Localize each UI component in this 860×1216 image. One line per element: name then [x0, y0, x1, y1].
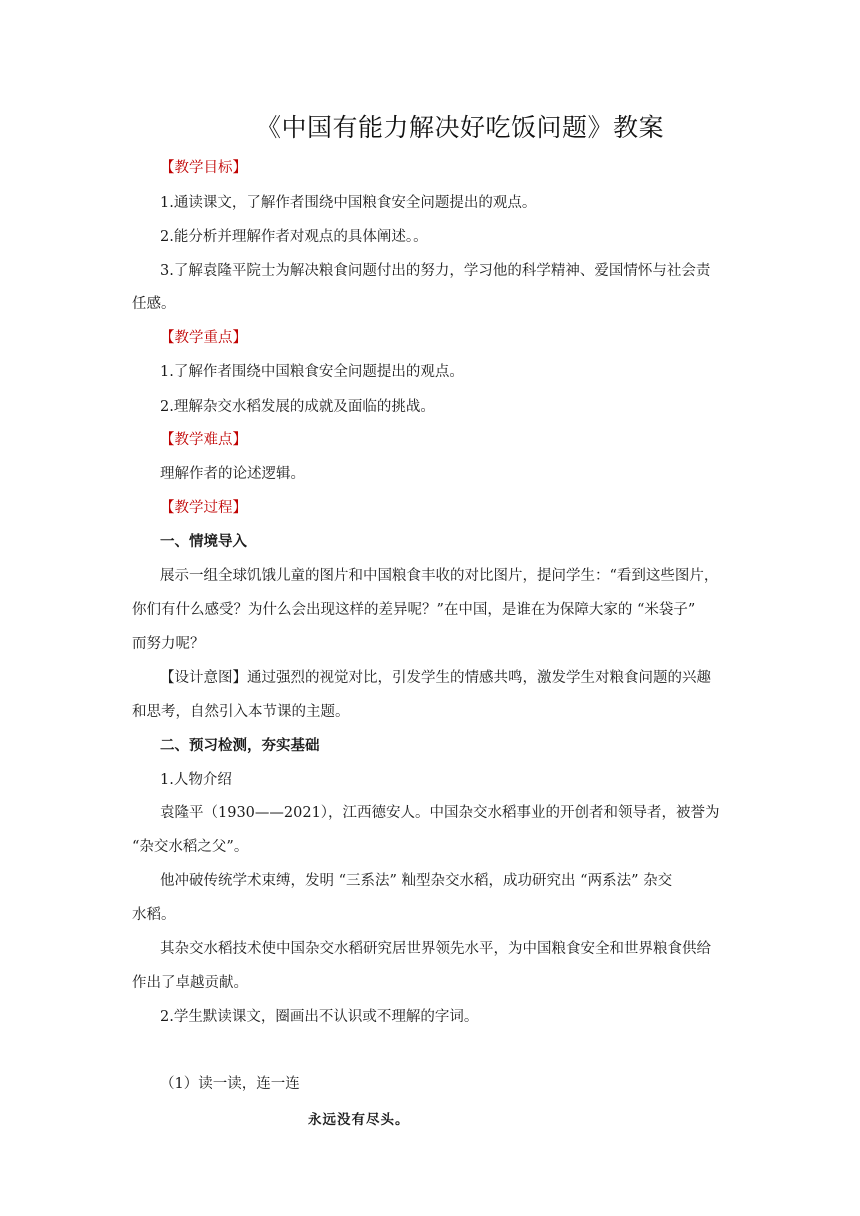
key-point-2: 2.理解杂交水稻发展的成就及面临的挑战。 [160, 399, 435, 415]
exercise-item: 永远没有尽头。 [308, 1112, 410, 1128]
design-intent-line-1: 【设计意图】通过强烈的视觉对比，引发学生的情感共鸣，激发学生对粮食问题的兴趣 [160, 670, 711, 686]
exercise-label: （1）读一读，连一连 [160, 1076, 300, 1092]
goal-3-line-1: 3.了解袁隆平院士为解决粮食问题付出的努力，学习他的科学精神、爱国情怀与社会责 [160, 263, 711, 279]
goals-header: 【教学目标】 [160, 160, 247, 176]
step-2-title: 二、预习检测，夯实基础 [160, 738, 320, 754]
difficulty-header: 【教学难点】 [160, 432, 247, 448]
step-1-paragraph-line-2: 你们有什么感受？为什么会出现这样的差异呢？”在中国，是谁在为保障大家的 “米袋子” [132, 602, 696, 618]
design-intent-line-2: 和思考，自然引入本节课的主题。 [132, 704, 350, 720]
step-2-subtitle-1: 1.人物介绍 [160, 772, 232, 788]
process-header: 【教学过程】 [160, 500, 247, 516]
bio-paragraph-3-line-1: 其杂交水稻技术使中国杂交水稻研究居世界领先水平，为中国粮食安全和世界粮食供给 [160, 941, 711, 957]
step-1-paragraph-line-3: 而努力呢？ [132, 636, 205, 652]
goal-3-line-2: 任感。 [132, 296, 176, 312]
bio-paragraph-2-line-1: 他冲破传统学术束缚，发明 “三系法” 籼型杂交水稻，成功研究出 “两系法” 杂交 [160, 873, 673, 889]
key-point-1: 1.了解作者围绕中国粮食安全问题提出的观点。 [160, 364, 464, 380]
document-title: 《中国有能力解决好吃饭问题》教案 [255, 113, 664, 142]
bio-paragraph-1-line-2: “杂交水稻之父”。 [132, 839, 249, 855]
bio-paragraph-2-line-2: 水稻。 [132, 907, 176, 923]
bio-paragraph-1-line-1: 袁隆平（1930——2021），江西德安人。中国杂交水稻事业的开创者和领导者，被誉为 [160, 805, 720, 821]
difficulty-1: 理解作者的论述逻辑。 [160, 466, 305, 482]
goal-2: 2.能分析并理解作者对观点的具体阐述。。 [160, 229, 428, 245]
step-1-title: 一、情境导入 [160, 534, 247, 550]
step-2-subtitle-2: 2.学生默读课文，圈画出不认识或不理解的字词。 [160, 1009, 479, 1025]
step-1-paragraph-line-1: 展示一组全球饥饿儿童的图片和中国粮食丰收的对比图片，提问学生：“看到这些图片， [160, 568, 719, 584]
bio-paragraph-3-line-2: 作出了卓越贡献。 [132, 975, 248, 991]
goal-1: 1.通读课文，了解作者围绕中国粮食安全问题提出的观点。 [160, 195, 537, 211]
key-points-header: 【教学重点】 [160, 330, 247, 346]
